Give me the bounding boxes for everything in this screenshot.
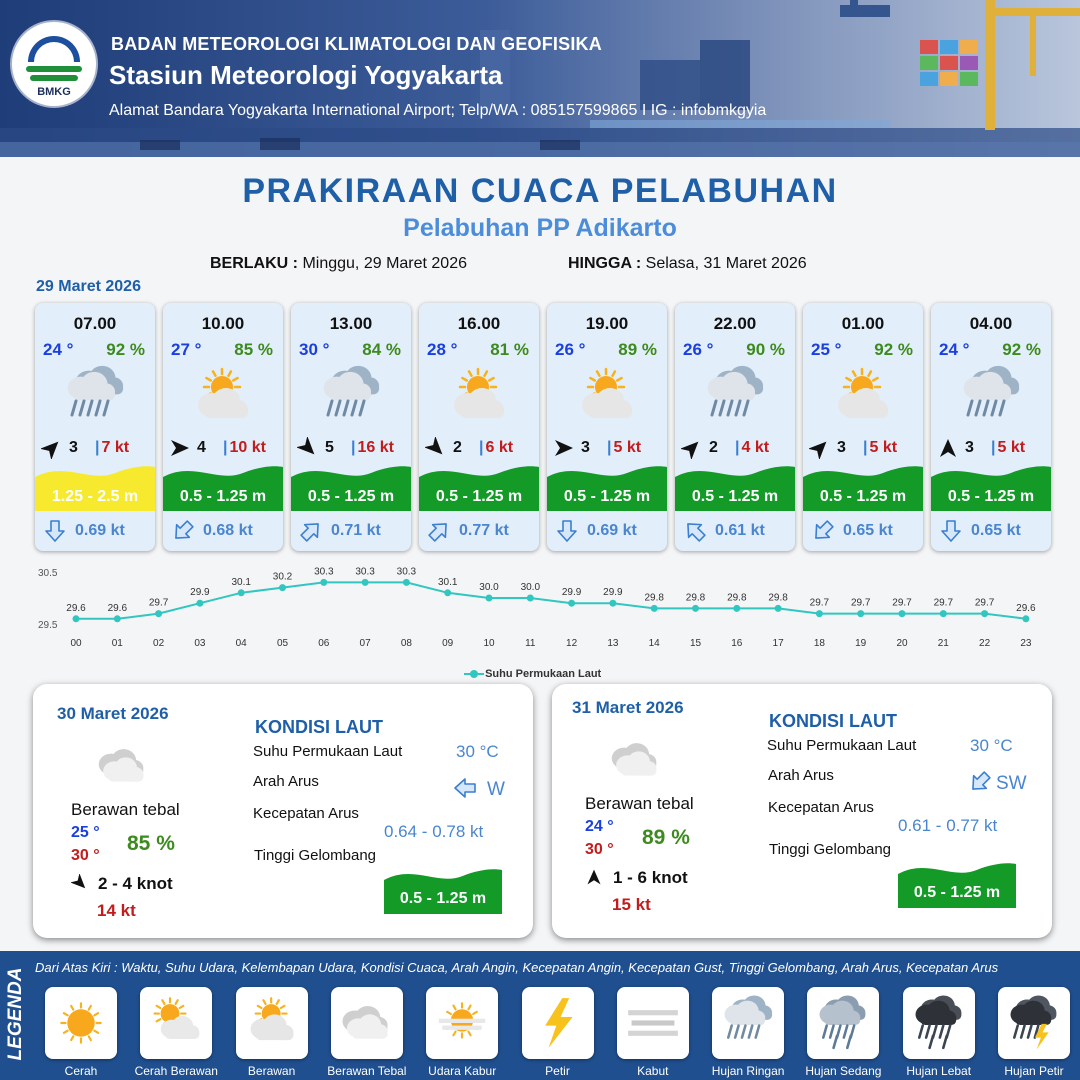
wind-direction-icon [937, 437, 959, 459]
forecast-temperature: 26 ° [555, 340, 586, 359]
wave-height: 1.25 - 2.5 m [51, 488, 139, 505]
gust-speed: | 5 kt [607, 439, 642, 456]
forecast-card [547, 303, 667, 551]
forecast-time: 10.00 [201, 314, 245, 333]
wave-height-label: Tinggi Gelombang [254, 847, 377, 864]
sst-data-label: 29.7 [809, 597, 830, 609]
forecast-card [163, 303, 283, 551]
wave-height-value: 0.5 - 1.25 m [913, 884, 1001, 901]
forecast-time: 22.00 [713, 314, 757, 333]
condition-text: Berawan tebal [71, 800, 180, 819]
x-tick-label: 15 [689, 638, 702, 649]
forecast-humidity: 92 % [1002, 340, 1041, 359]
current-direction-icon [811, 519, 835, 543]
sst-point [196, 600, 203, 607]
page-title: PRAKIRAAN CUACA PELABUHAN [242, 172, 838, 210]
x-tick-label: 21 [937, 638, 949, 649]
forecast-humidity: 89 % [618, 340, 657, 359]
sst-label: Suhu Permukaan Laut [253, 743, 403, 760]
max-temperature: 30 ° [585, 841, 614, 858]
wave-height-value: 0.5 - 1.25 m [399, 890, 487, 907]
sst-point [403, 579, 410, 586]
sst-data-label: 29.7 [850, 597, 871, 609]
sea-condition-heading: KONDISI LAUT [769, 711, 897, 731]
min-temperature: 24 ° [585, 818, 614, 835]
gust-speed: | 5 kt [991, 439, 1026, 456]
sst-data-label: 29.6 [107, 602, 128, 614]
x-tick-label: 20 [896, 638, 908, 649]
x-tick-label: 10 [483, 638, 495, 649]
legend-cerah-icon [45, 987, 117, 1059]
sst-point [651, 605, 658, 612]
x-tick-label: 19 [855, 638, 867, 649]
current-speed: 0.61 kt [715, 522, 765, 539]
sst-data-label: 30.3 [314, 566, 334, 578]
sst-point [362, 579, 369, 586]
sst-data-label: 29.8 [727, 592, 747, 604]
current-direction-value: W [487, 779, 505, 800]
sst-point [609, 600, 616, 607]
legend-label: Petir [545, 1064, 570, 1078]
valid-from: BERLAKU : Minggu, 29 Maret 2026 [210, 255, 467, 272]
wind-direction-icon [71, 874, 91, 894]
current-direction-icon [171, 519, 195, 543]
forecast-time: 13.00 [329, 314, 373, 333]
legend-side-label: LEGENDA [5, 967, 26, 1061]
current-direction-icon [939, 519, 963, 543]
legend-label: Berawan [247, 1064, 296, 1078]
forecast-humidity: 84 % [362, 340, 401, 359]
forecast-temperature: 24 ° [939, 340, 970, 359]
sst-data-label: 29.8 [768, 592, 788, 604]
forecast-card [675, 303, 795, 551]
forecast-temperature: 24 ° [43, 340, 74, 359]
legend-label: Hujan Ringan [711, 1064, 785, 1078]
forecast-temperature: 28 ° [427, 340, 458, 359]
forecast-humidity: 92 % [874, 340, 913, 359]
sst-data-label: 29.6 [66, 602, 86, 614]
current-direction-icon [555, 519, 579, 543]
forecast-card [931, 303, 1051, 551]
gust-speed: | 7 kt [95, 439, 130, 456]
sst-data-label: 30.3 [355, 566, 375, 578]
bmkg-logo: BMKG [12, 22, 96, 106]
forecast-time: 01.00 [841, 314, 885, 333]
wind-direction-icon [809, 437, 831, 459]
station-name: Stasiun Meteorologi Yogyakarta [109, 60, 503, 90]
legend-hujan-petir-icon [998, 987, 1070, 1059]
x-tick-label: 03 [194, 638, 206, 649]
sst-point [816, 610, 823, 617]
x-tick-label: 13 [607, 638, 619, 649]
current-speed: 0.69 kt [587, 522, 637, 539]
weather-hujan-ringan-icon [60, 365, 130, 431]
weather-hujan-ringan-icon [700, 365, 770, 431]
sea-condition-heading: KONDISI LAUT [255, 717, 383, 737]
wind-speed: 4 [197, 439, 206, 456]
forecast-time: 07.00 [73, 314, 117, 333]
legend-label: Cerah Berawan [134, 1064, 218, 1078]
sst-point [320, 579, 327, 586]
sst-data-label: 30.1 [231, 576, 251, 588]
forecast-humidity: 85 % [234, 340, 273, 359]
weather-berawan-icon [444, 365, 514, 431]
forecast-humidity: 92 % [106, 340, 145, 359]
wind-direction-icon [585, 868, 605, 888]
weather-berawan-icon [828, 365, 898, 431]
wind-speed: 2 [709, 439, 718, 456]
wind-direction-icon [297, 437, 319, 459]
sst-value: 30 °C [456, 742, 499, 761]
wave-height: 0.5 - 1.25 m [563, 488, 651, 505]
panel-date: 30 Maret 2026 [57, 704, 169, 723]
gust-speed: 14 kt [97, 901, 136, 920]
legend-label: Hujan Petir [1004, 1064, 1064, 1078]
sst-line [76, 582, 1026, 618]
weather-berawan-tebal-icon [93, 738, 153, 794]
sst-point [692, 605, 699, 612]
current-direction-icon [453, 776, 479, 802]
sst-point [857, 610, 864, 617]
x-tick-label: 05 [276, 638, 289, 649]
current-speed: 0.65 kt [843, 522, 893, 539]
sst-data-label: 29.7 [148, 597, 169, 609]
current-speed: 0.71 kt [331, 522, 381, 539]
forecast-card [803, 303, 923, 551]
valid-until: HINGGA : Selasa, 31 Maret 2026 [568, 255, 807, 272]
wind-speed: 3 [965, 439, 974, 456]
sst-point [568, 600, 575, 607]
current-direction-label: Arah Arus [253, 773, 319, 790]
sst-point [527, 595, 534, 602]
sst-point [899, 610, 906, 617]
condition-text: Berawan tebal [585, 794, 694, 813]
legend-kabut-icon [617, 987, 689, 1059]
sst-data-label: 29.7 [974, 597, 995, 609]
x-tick-label: 07 [359, 638, 371, 649]
y-tick-label: 29.5 [38, 620, 58, 631]
current-speed: 0.65 kt [971, 522, 1021, 539]
station-address: Alamat Bandara Yogyakarta International Airport; Telp/WA : 085157599865 I IG : infobmkgyia [109, 102, 767, 119]
x-tick-label: 08 [400, 638, 412, 649]
sst-data-label: 29.6 [1016, 602, 1036, 614]
gust-speed: | 6 kt [479, 439, 514, 456]
legend-label: Hujan Sedang [805, 1064, 882, 1078]
gust-speed: | 5 kt [863, 439, 898, 456]
current-speed: 0.77 kt [459, 522, 509, 539]
x-tick-label: 14 [648, 638, 660, 649]
legend-hujan-sedang-icon [807, 987, 879, 1059]
weather-berawan-tebal-icon [606, 732, 666, 788]
weather-hujan-ringan-icon [316, 365, 386, 431]
sst-data-label: 30.0 [520, 582, 541, 593]
x-tick-label: 23 [1020, 638, 1032, 649]
humidity: 89 % [642, 826, 690, 849]
x-tick-label: 18 [813, 638, 825, 649]
humidity: 85 % [127, 832, 175, 855]
current-direction-icon [299, 519, 323, 543]
legend-label: Cerah [64, 1064, 98, 1078]
wave-height: 0.5 - 1.25 m [947, 488, 1035, 505]
max-temperature: 30 ° [71, 847, 100, 864]
legend-label: Kabut [637, 1064, 669, 1078]
day1-date: 29 Maret 2026 [36, 278, 141, 295]
forecast-temperature: 30 ° [299, 340, 330, 359]
header-banner [0, 0, 1080, 157]
x-tick-label: 11 [525, 638, 536, 649]
forecast-time: 16.00 [457, 314, 501, 333]
x-tick-label: 22 [979, 638, 991, 649]
wind-speed: 3 [69, 439, 78, 456]
sst-value: 30 °C [970, 736, 1013, 755]
legend-label: Berawan Tebal [327, 1064, 407, 1078]
sst-point [155, 610, 162, 617]
sst-data-label: 29.8 [644, 592, 664, 604]
panel-date: 31 Maret 2026 [572, 698, 684, 717]
legend-hujan-ringan-icon [712, 987, 784, 1059]
x-tick-label: 06 [318, 638, 330, 649]
legend-label: Hujan Lebat [906, 1064, 972, 1078]
sst-point [114, 615, 121, 622]
sst-point [238, 589, 245, 596]
wave-height: 0.5 - 1.25 m [307, 488, 395, 505]
x-tick-label: 09 [442, 638, 454, 649]
sst-point [940, 610, 947, 617]
wind-direction-icon [553, 437, 575, 459]
wind-speed: 3 [581, 439, 590, 456]
legend-berawan-icon [236, 987, 308, 1059]
x-tick-label: 01 [111, 638, 123, 649]
x-tick-label: 04 [235, 638, 247, 649]
page-subtitle: Pelabuhan PP Adikarto [403, 214, 677, 242]
sst-data-label: 30.3 [396, 566, 417, 578]
gust-speed: | 10 kt [223, 439, 266, 456]
legend-petir-icon [522, 987, 594, 1059]
legend-description: Dari Atas Kiri : Waktu, Suhu Udara, Kelembapan Udara, Kondisi Cuaca, Arah Angin, Kecepatan Angin, Kecepatan Gust, Tinggi Gelombang, Arah Arus, Kecepatan Arus [35, 960, 999, 975]
wind-direction-icon [169, 437, 191, 459]
sst-data-label: 30.0 [479, 582, 499, 593]
sst-point [73, 615, 80, 622]
wind-direction-icon [681, 437, 703, 459]
wave-height: 0.5 - 1.25 m [819, 488, 907, 505]
x-tick-label: 12 [566, 638, 578, 649]
day-panel-31 [552, 684, 1052, 938]
current-direction-icon [427, 519, 451, 543]
legend-label: Udara Kabur [428, 1064, 497, 1078]
wind-speed-range: 1 - 6 knot [613, 868, 688, 887]
sst-point [1022, 615, 1029, 622]
min-temperature: 25 ° [71, 824, 100, 841]
sst-data-label: 29.9 [603, 587, 623, 599]
sst-point [775, 605, 782, 612]
day-panel-30 [33, 684, 533, 938]
gust-speed: 15 kt [612, 895, 651, 914]
sst-point [444, 589, 451, 596]
wave-height: 0.5 - 1.25 m [179, 488, 267, 505]
sst-point [279, 584, 286, 591]
organization-name: BADAN METEOROLOGI KLIMATOLOGI DAN GEOFISIKA [111, 34, 602, 54]
wind-speed: 3 [837, 439, 846, 456]
sst-data-label: 29.9 [190, 587, 210, 599]
x-tick-label: 17 [772, 638, 784, 649]
forecast-time: 19.00 [585, 314, 629, 333]
forecast-time: 04.00 [969, 314, 1013, 333]
sst-data-label: 29.7 [933, 597, 954, 609]
sst-data-label: 29.7 [892, 597, 912, 609]
wind-direction-icon [425, 437, 447, 459]
legend-cerah-berawan-icon [140, 987, 212, 1059]
x-tick-label: 16 [731, 638, 743, 649]
forecast-card [291, 303, 411, 551]
wave-height: 0.5 - 1.25 m [691, 488, 779, 505]
sst-legend: Suhu Permukaan Laut [470, 668, 601, 680]
x-tick-label: 02 [153, 638, 165, 649]
forecast-card [419, 303, 539, 551]
y-tick-label: 30.5 [38, 568, 58, 579]
current-speed: 0.68 kt [203, 522, 253, 539]
wind-speed: 5 [325, 439, 334, 456]
sst-point [981, 610, 988, 617]
sst-chart [30, 562, 1070, 684]
sst-data-label: 29.9 [561, 587, 582, 599]
wave-height-label: Tinggi Gelombang [769, 841, 892, 858]
current-direction-label: Arah Arus [768, 767, 834, 784]
forecast-temperature: 27 ° [171, 340, 202, 359]
sst-data-label: 29.8 [685, 592, 706, 604]
current-speed-value: 0.64 - 0.78 kt [384, 822, 484, 841]
forecast-temperature: 26 ° [683, 340, 714, 359]
wind-speed: 2 [453, 439, 462, 456]
wind-speed-range: 2 - 4 knot [98, 874, 173, 893]
sst-data-label: 30.2 [272, 571, 293, 583]
current-speed-value: 0.61 - 0.77 kt [898, 816, 998, 835]
legend-hujan-lebat-icon [903, 987, 975, 1059]
sst-label: Suhu Permukaan Laut [767, 737, 917, 754]
gust-speed: | 4 kt [735, 439, 770, 456]
x-tick-label: 00 [70, 638, 82, 649]
current-speed-label: Kecepatan Arus [253, 805, 359, 822]
legend-udara-kabur-icon [426, 987, 498, 1059]
weather-hujan-ringan-icon [956, 365, 1026, 431]
forecast-humidity: 90 % [746, 340, 785, 359]
forecast-temperature: 25 ° [811, 340, 842, 359]
weather-berawan-icon [572, 365, 642, 431]
gust-speed: | 16 kt [351, 439, 394, 456]
weather-berawan-icon [188, 365, 258, 431]
current-direction-icon [968, 770, 994, 796]
forecast-humidity: 81 % [490, 340, 529, 359]
forecast-card [35, 303, 155, 551]
sst-point [486, 595, 493, 602]
legend-berawan-tebal-icon [331, 987, 403, 1059]
current-direction-icon [683, 519, 707, 543]
sst-data-label: 30.1 [437, 576, 458, 588]
current-speed: 0.69 kt [75, 522, 125, 539]
sst-point [733, 605, 740, 612]
wave-height: 0.5 - 1.25 m [435, 488, 523, 505]
current-direction-icon [43, 519, 67, 543]
wind-direction-icon [41, 437, 63, 459]
current-direction-value: SW [996, 773, 1027, 794]
current-speed-label: Kecepatan Arus [768, 799, 874, 816]
